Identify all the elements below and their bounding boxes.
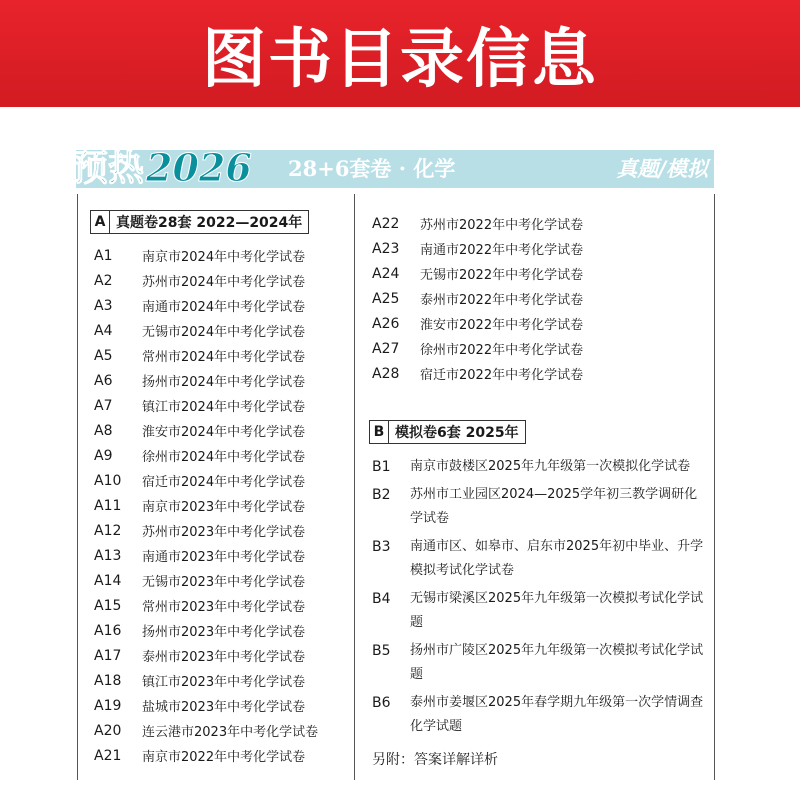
item-code: A20 [94, 722, 122, 739]
list-item [94, 493, 318, 518]
item-code: A1 [94, 247, 113, 264]
item-code: A27 [372, 340, 400, 357]
item-title: 苏州市工业园区2024—2025学年初三教学调研化学试卷 [410, 487, 698, 526]
brand-name: 预热 [72, 147, 145, 189]
item-title: 扬州市2024年中考化学试卷 [142, 375, 306, 390]
list-item [372, 535, 706, 583]
section-b-letter: B [370, 421, 389, 443]
item-code: A25 [372, 290, 400, 307]
item-code: A28 [372, 365, 400, 382]
list-item [94, 543, 318, 568]
item-title: 镇江市2024年中考化学试卷 [142, 400, 306, 415]
list-item [94, 368, 318, 393]
list-item [94, 268, 318, 293]
item-title: 南京市2022年中考化学试卷 [142, 750, 306, 765]
item-code: A8 [94, 422, 113, 439]
list-item [372, 336, 583, 361]
section-a-label: 真题卷28套 2022—2024年 [116, 215, 303, 231]
list-item [372, 236, 583, 261]
brand-logo [72, 142, 252, 190]
list-item [372, 286, 583, 311]
item-code: A4 [94, 322, 113, 339]
item-code: A22 [372, 215, 400, 232]
list-item [94, 568, 318, 593]
item-code: B3 [372, 539, 391, 555]
item-code: A17 [94, 647, 122, 664]
list-item [372, 261, 583, 286]
item-title: 南通市2022年中考化学试卷 [420, 243, 584, 258]
list-item [372, 455, 706, 479]
item-code: A19 [94, 697, 122, 714]
item-code: A15 [94, 597, 122, 614]
item-code: A14 [94, 572, 122, 589]
item-title: 苏州市2024年中考化学试卷 [142, 275, 306, 290]
item-title: 南京市2023年中考化学试卷 [142, 500, 306, 515]
edition-type: 真题/模拟 [616, 156, 708, 181]
list-item [94, 668, 318, 693]
item-title: 南京市2024年中考化学试卷 [142, 250, 306, 265]
item-title: 扬州市2023年中考化学试卷 [142, 625, 306, 640]
edition-label: 28+6套卷 · 化学 [288, 156, 456, 181]
item-title: 苏州市2022年中考化学试卷 [420, 218, 584, 233]
list-item [94, 343, 318, 368]
list-item [94, 468, 318, 493]
item-code: A10 [94, 472, 122, 489]
appendix-note: 另附：答案详解详析 [372, 752, 498, 768]
list-item [94, 293, 318, 318]
item-code: A12 [94, 522, 122, 539]
item-title: 连云港市2023年中考化学试卷 [142, 725, 319, 740]
list-item [94, 718, 318, 743]
list-item [94, 643, 318, 668]
item-code: B1 [372, 459, 391, 475]
item-title: 宿迁市2022年中考化学试卷 [420, 368, 584, 383]
item-code: A6 [94, 372, 113, 389]
item-title: 南通市2023年中考化学试卷 [142, 550, 306, 565]
item-title: 常州市2024年中考化学试卷 [142, 350, 306, 365]
item-title: 无锡市2024年中考化学试卷 [142, 325, 306, 340]
item-title: 徐州市2024年中考化学试卷 [142, 450, 306, 465]
item-code: A2 [94, 272, 113, 289]
item-title: 淮安市2022年中考化学试卷 [420, 318, 584, 333]
section-a-list-col1 [94, 243, 318, 768]
item-code: A18 [94, 672, 122, 689]
list-item [94, 618, 318, 643]
item-title: 南京市鼓楼区2025年九年级第一次模拟化学试卷 [410, 459, 691, 474]
section-b-list [372, 455, 706, 743]
title-banner [0, 0, 800, 107]
item-title: 无锡市2023年中考化学试卷 [142, 575, 306, 590]
list-item [94, 443, 318, 468]
item-code: A3 [94, 297, 113, 314]
item-code: A16 [94, 622, 122, 639]
item-title: 苏州市2023年中考化学试卷 [142, 525, 306, 540]
item-title: 无锡市2022年中考化学试卷 [420, 268, 584, 283]
item-code: B6 [372, 695, 391, 711]
list-item [94, 243, 318, 268]
item-code: B5 [372, 643, 391, 659]
section-a-header [90, 210, 309, 234]
item-code: A24 [372, 265, 400, 282]
list-item [94, 593, 318, 618]
list-item [372, 483, 706, 531]
list-item [372, 311, 583, 336]
section-a-list-col2 [372, 211, 583, 386]
item-title: 南通市2024年中考化学试卷 [142, 300, 306, 315]
list-item [94, 693, 318, 718]
item-title: 徐州市2022年中考化学试卷 [420, 343, 584, 358]
brand-year: 2026 [146, 145, 252, 190]
banner-title: 图书目录信息 [202, 22, 598, 97]
item-title: 泰州市姜堰区2025年春学期九年级第一次学情调查化学试题 [410, 695, 704, 734]
item-code: B2 [372, 487, 391, 503]
item-code: A21 [94, 747, 122, 764]
list-item [94, 318, 318, 343]
item-code: A9 [94, 447, 113, 464]
item-title: 淮安市2024年中考化学试卷 [142, 425, 306, 440]
list-item [372, 587, 706, 635]
item-code: B4 [372, 591, 391, 607]
item-code: A26 [372, 315, 400, 332]
frame-left-rule [77, 194, 78, 780]
item-code: A5 [94, 347, 113, 364]
item-title: 宿迁市2024年中考化学试卷 [142, 475, 306, 490]
list-item [372, 211, 583, 236]
list-item [94, 743, 318, 768]
list-item [372, 691, 706, 739]
item-title: 南通市区、如皋市、启东市2025年初中毕业、升学模拟考试化学试卷 [410, 539, 704, 578]
frame-column-divider [354, 194, 355, 780]
item-title: 扬州市广陵区2025年九年级第一次模拟考试化学试题 [410, 643, 704, 682]
section-b-header [369, 420, 526, 444]
section-a-letter: A [91, 211, 110, 233]
frame-right-rule [714, 194, 715, 780]
section-b-label: 模拟卷6套 2025年 [395, 425, 519, 441]
item-code: A13 [94, 547, 122, 564]
item-code: A7 [94, 397, 113, 414]
item-title: 盐城市2023年中考化学试卷 [142, 700, 306, 715]
item-title: 无锡市梁溪区2025年九年级第一次模拟考试化学试题 [410, 591, 704, 630]
item-title: 泰州市2022年中考化学试卷 [420, 293, 584, 308]
item-title: 泰州市2023年中考化学试卷 [142, 650, 306, 665]
item-title: 常州市2023年中考化学试卷 [142, 600, 306, 615]
list-item [94, 518, 318, 543]
list-item [372, 639, 706, 687]
list-item [94, 393, 318, 418]
list-item [94, 418, 318, 443]
list-item [372, 361, 583, 386]
item-title: 镇江市2023年中考化学试卷 [142, 675, 306, 690]
item-code: A11 [94, 497, 122, 514]
item-code: A23 [372, 240, 400, 257]
